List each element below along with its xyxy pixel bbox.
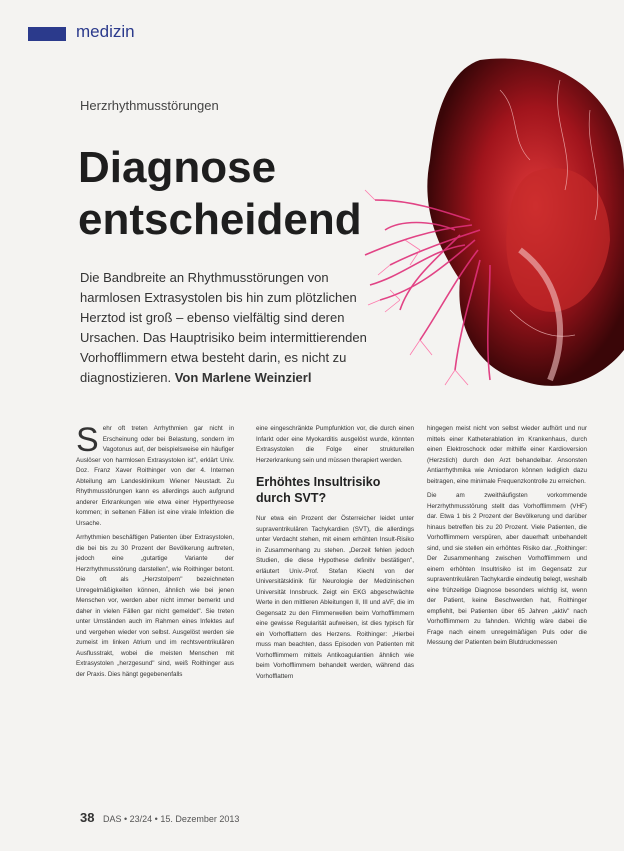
- paragraph: [76, 421, 234, 529]
- paragraph-text: ehr oft treten Arrhythmien gar nicht in Erscheinung oder bei Belastung, sondern im Vagotonus auf, der beispielsweise ein häufiger Auslöser von harmlosen Extrasystolen ist", erklärt Univ. Doz. Franz Xaver Roithinger von der 4. Internen Abteilung am Landesklinikum Wiener Neustadt. Zu Rhythmusstörungen kann es allerdings auch aufgrund anderer Erkrankungen wie etwa einer Hyperthyreose kommen; in seltenen Fällen ist eine virale Infektion die Ursache.: [76, 425, 234, 527]
- article-lead: [80, 268, 380, 388]
- page-number: 38: [80, 810, 95, 825]
- lead-text: Die Bandbreite an Rhythmusstörungen von harmlosen Extrasystolen bis hin zum plötzlichen Herztod ist groß – ebenso vielfältig sind deren Ursachen. Das Hauptrisiko beim intermittierenden Vorhofflimmern etwa besteht darin, es nicht zu diagnostizieren.: [80, 270, 367, 385]
- paragraph: Nur etwa ein Prozent der Österreicher leidet unter supraventrikulären Tachykardien (SVT), die allerdings unter Verdacht stehen, mit einem erhöhten Insult-Risiko in Zusammenhang zu stehen. „Derzeit fehlen jedoch Studien, die diese Hypothese definitiv bestätigen", erläutert Univ.-Prof. Stefan Kiechl von der Universitätsklinik für Neurologie der Medizinischen Universität Innsbruck. Zeigt ein EKG abgeschwächte Werte in den mittleren Ableitungen II, III und aVF, die im Gegensatz zu den Flimmerwellen beim Vorhofflimmern eine gewisse Regularität aufweisen, ist dies typisch für ein Vorhofflattern des Herzens. Roithinger: „Hierbei muss man beachten, dass Episoden von Patienten mit Vorhofflimmern mittels Antikoagulantien ähnlich wie beim Vorhofflimmern behandelt werden, während das Vorhofflattern: [256, 515, 414, 680]
- body-column-2: [256, 424, 414, 686]
- paragraph: hingegen meist nicht von selbst wieder aufhört und nur mittels einer Katheterablation im Krankenhaus, durch einen Elektroschock oder mithilfe einer Kardioversion (Herzstich) durch den Arzt behandelbar. Ansonsten Antiarrhythmika wie Amiodaron können lediglich dazu beitragen, eine minimale Frequenzkontrolle zu erreichen.: [427, 425, 587, 485]
- paragraph: Die am zweithäufigsten vorkommende Herzrhythmusstörung stellt das Vorhofflimmern (VHF) dar. Etwa 1 bis 2 Prozent der Bevölkerung und darüber hinaus betreffen bis zu 20 Prozent. Viele Patienten, die Vorhofflimmern verspüren, aber dauerhaft unbehandelt sind, und sie stellen ein erhöhtes Risiko dar. „Roithinger: Der Zusammenhang zwischen Vorhofflimmern und einem erhöhten Insultrisiko ist im Gegensatz zur supraventrikulären Tachykardie eindeutig belegt, weshalb eine frühzeitige Diagnose besonders wichtig ist, wenn der Patient, keine Beschwerden hat, Roithinger empfiehlt, bei Patienten über 65 Jahren „aktiv" nach Vorhofflimmern zu fahnden. Wichtig wäre dabei die Frage nach einem unregelmäßigen Puls oder die Messung der Patienten beim Blutdruckmessen: [427, 492, 587, 646]
- section-color-bar: [28, 27, 66, 41]
- paragraph: Arrhythmien beschäftigen Patienten über Extrasystolen, die bei bis zu 30 Prozent der Bevölkerung auftreten, jedoch eine „gutartige Variante der Herzrhythmusstörung darstellen", wie Roithinger betont. Die oft als „Herzstolpern" bezeichneten Unregelmäßigkeiten können, ähnlich wie bei jenen Menschen vor, werden aber nicht immer bemerkt und daher in vielen Fällen gar nicht gemeldet". Sie treten unter Umständen auch im Rahmen eines Infektes auf und vergehen wieder von selbst. Ausgelöst werden sie zumeist im linken Atrium und im rechtsventrikulären Ausflusstrakt, wobei die meisten Menschen mit Extrasystolen „herzgesund" sind, weiß Roithinger aus der Praxis. Dies hängt gegebenenfalls: [76, 534, 234, 678]
- author-byline: Von Marlene Weinzierl: [174, 370, 312, 385]
- body-column-1: [76, 421, 234, 684]
- body-column-3: [427, 424, 587, 653]
- section-label: medizin: [76, 22, 135, 41]
- article-topic: Herzrhythmusstörungen: [80, 98, 219, 113]
- heart-vessels-illustration: [360, 50, 624, 410]
- drop-cap: S: [76, 421, 99, 459]
- section-subheading: Erhöhtes Insultrisiko durch SVT?: [256, 475, 381, 505]
- page-footer: [80, 810, 239, 825]
- paragraph: eine eingeschränkte Pumpfunktion vor, die durch einen Infarkt oder eine Myokarditis ausgelöst wurde, könnten Extrasystolen die Folge einer strukturellen Herzerkrankung sein und müssen therapiert werden.: [256, 425, 414, 464]
- article-title: [78, 142, 362, 246]
- issue-info: DAS • 23/24 • 15. Dezember 2013: [102, 814, 240, 824]
- title-line-1: Diagnose: [78, 143, 277, 192]
- title-line-2: entscheidend: [78, 195, 362, 244]
